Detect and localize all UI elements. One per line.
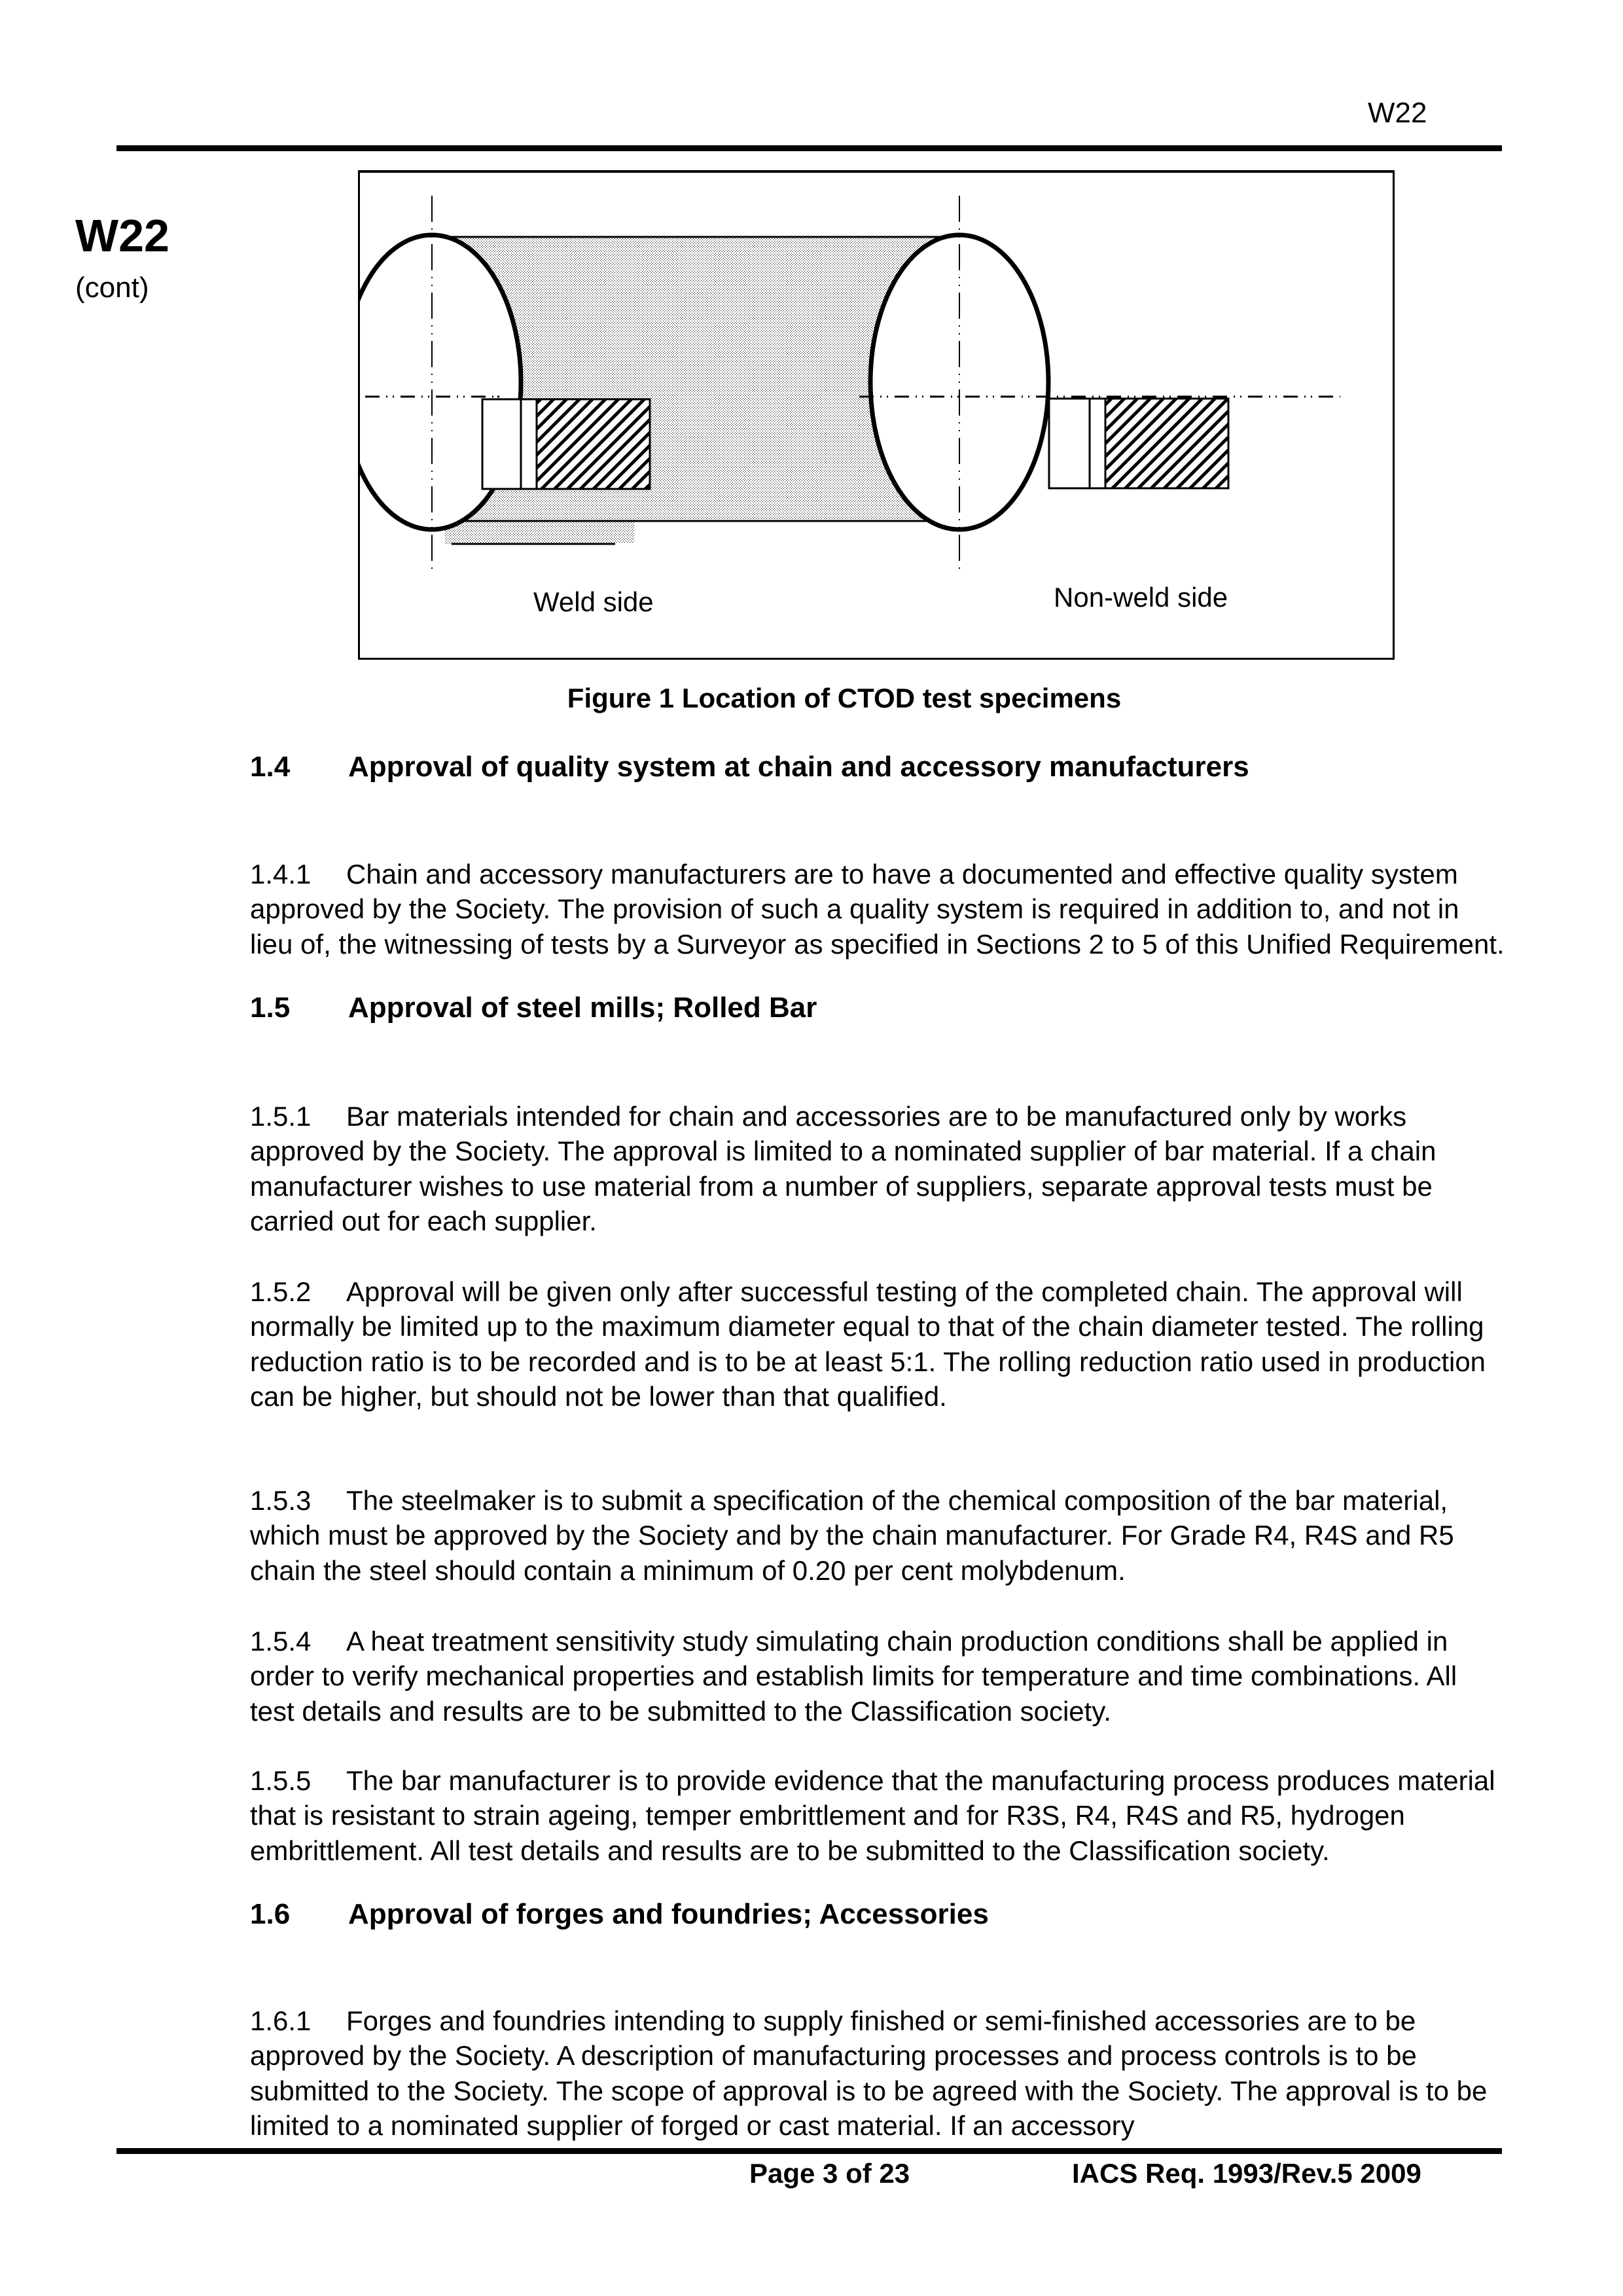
figure-caption: Figure 1 Location of CTOD test specimens — [567, 683, 1122, 713]
paragraph-1-6-1 — [250, 1968, 1507, 2144]
paragraph-text: Forges and foundries intending to supply finished or semi-finished accessories are to be approved by the Society. A description of manufacturing processes and process controls is to be submitted to the Society. The scope of approval is to be agreed with the Society. The approval is to be limited to a nominated supplier of forged or cast material. If an accessory — [250, 2005, 1488, 2141]
paragraph-1-5-5 — [250, 1728, 1507, 1868]
section-number: 1.5 — [250, 992, 291, 1024]
weld-side-label: Weld side — [533, 586, 654, 617]
section-title: Approval of steel mills; Rolled Bar — [348, 992, 817, 1024]
section-heading-1-5 — [250, 992, 817, 1024]
section-number: 1.6 — [250, 1898, 291, 1930]
paragraph-text: A heat treatment sensitivity study simulating chain production conditions shall be applied in order to verify mechanical properties and establish limits for temperature and time combinations. All test details and results are to be submitted to the Classification society. — [250, 1625, 1457, 1727]
footer-rule — [116, 2148, 1502, 2154]
paragraph-1-5-1 — [250, 1064, 1507, 1239]
paragraph-1-4-1 — [250, 821, 1507, 961]
figure-ctod-diagram — [358, 170, 1395, 660]
header-rule — [116, 145, 1502, 151]
ctod-specimen-diagram — [360, 173, 1397, 662]
margin-continued: (cont) — [75, 272, 149, 304]
paragraph-number: 1.5.1 — [250, 1100, 312, 1132]
paragraph-1-5-2 — [250, 1239, 1507, 1414]
non-weld-side-label: Non-weld side — [1054, 582, 1228, 613]
paragraph-text: Approval will be given only after successful testing of the completed chain. The approval will normally be limited up to the maximum diameter equal to that of the chain diameter tested. The rolling reduction ratio is to be recorded and is to be at least 5:1. The rolling reduction ratio used in production can be higher, but should not be lower than that qualified. — [250, 1276, 1486, 1412]
section-title: Approval of forges and foundries; Accessories — [348, 1898, 989, 1930]
paragraph-number: 1.6.1 — [250, 2005, 312, 2036]
paragraph-number: 1.5.2 — [250, 1276, 312, 1307]
margin-code: W22 — [75, 210, 169, 261]
header-code: W22 — [1368, 97, 1427, 129]
paragraph-number: 1.5.3 — [250, 1484, 312, 1516]
paragraph-number: 1.4.1 — [250, 858, 312, 889]
section-heading-1-6 — [250, 1898, 989, 1931]
section-number: 1.4 — [250, 751, 291, 783]
paragraph-1-5-4 — [250, 1588, 1507, 1729]
footer-reference: IACS Req. 1993/Rev.5 2009 — [1072, 2158, 1421, 2189]
footer-page-number: Page 3 of 23 — [749, 2158, 910, 2189]
paragraph-text: The bar manufacturer is to provide evidence that the manufacturing process produces material that is resistant to strain ageing, temper embrittlement and for R3S, R4, R4S and R5, hydrogen embrittlement. All test details and results are to be submitted to the Classification society. — [250, 1765, 1495, 1866]
paragraph-text: The steelmaker is to submit a specification of the chemical composition of the bar material, which must be approved by the Society and by the chain manufacturer. For Grade R4, R4S and R5 chain the steel should contain a minimum of 0.20 per cent molybdenum. — [250, 1484, 1454, 1586]
paragraph-number: 1.5.5 — [250, 1765, 312, 1796]
paragraph-text: Chain and accessory manufacturers are to have a documented and effective quality system approved by the Society. The provision of such a quality system is required in addition to, and not in lieu of, the witnessing of tests by a Surveyor as specified in Sections 2 to 5 of this Unified Requirement. — [250, 858, 1505, 960]
section-heading-1-4 — [250, 751, 1249, 783]
paragraph-1-5-3 — [250, 1448, 1507, 1588]
paragraph-number: 1.5.4 — [250, 1625, 312, 1657]
paragraph-text: Bar materials intended for chain and accessories are to be manufactured only by works approved by the Society. The approval is limited to a nominated supplier of bar material. If a chain manufacturer wishes to use material from a number of suppliers, separate approval tests must be carried out for each supplier. — [250, 1100, 1436, 1236]
section-title: Approval of quality system at chain and accessory manufacturers — [348, 751, 1249, 783]
